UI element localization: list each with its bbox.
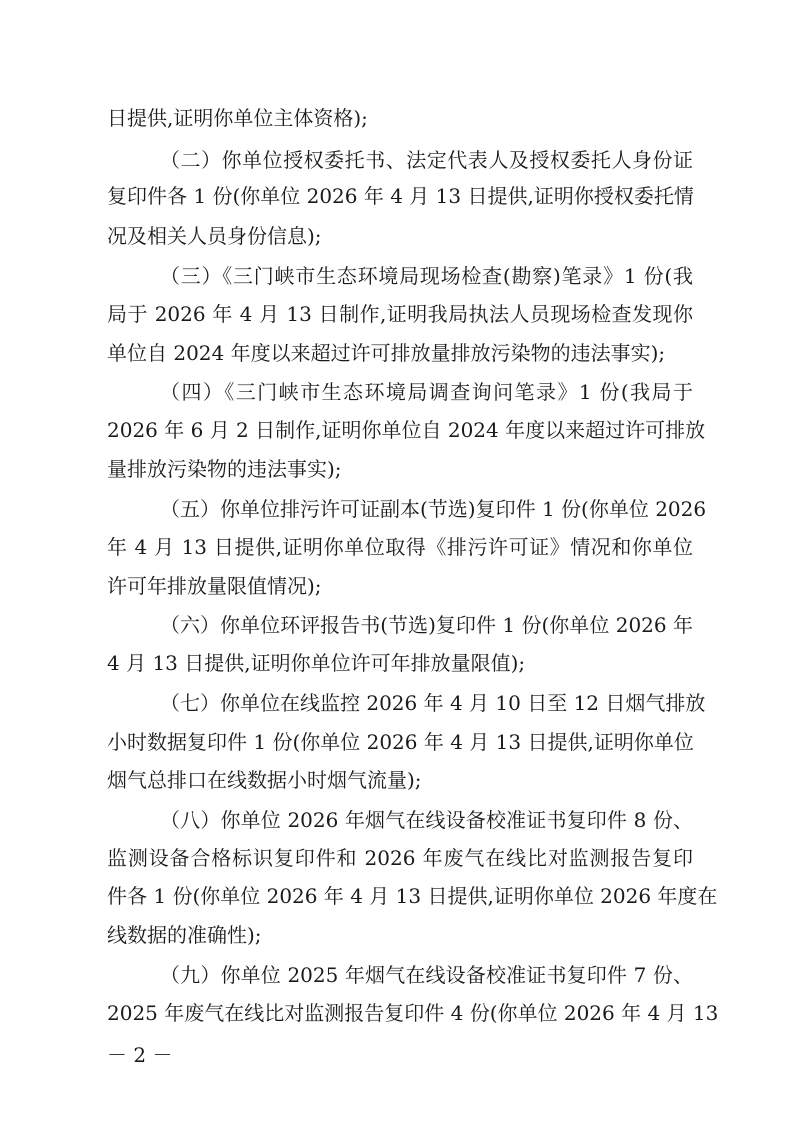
- text-line: 局于 2026 年 4 月 13 日制作,证明我局执法人员现场检查发现你: [107, 302, 693, 326]
- text-line: 年 4 月 13 日提供,证明你单位取得《排污许可证》情况和你单位: [107, 535, 693, 559]
- text-line: 4 月 13 日提供,证明你单位许可年排放量限值);: [107, 651, 526, 675]
- text-line: 量排放污染物的违法事实);: [107, 457, 342, 481]
- text-line: 况及相关人员身份信息);: [107, 224, 322, 248]
- text-line: （六）你单位环评报告书(节选)复印件 1 份(你单位 2026 年: [160, 613, 693, 637]
- text-line: 2026 年 6 月 2 日制作,证明你单位自 2024 年度以来超过许可排放: [107, 418, 706, 442]
- text-line: （三）《三门峡市生态环境局现场检查(勘察)笔录》1 份(我: [160, 264, 693, 288]
- text-line: 小时数据复印件 1 份(你单位 2026 年 4 月 13 日提供,证明你单位: [107, 730, 694, 754]
- text-line: 件各 1 份(你单位 2026 年 4 月 13 日提供,证明你单位 2026 年度在: [107, 884, 718, 908]
- text-line: 烟气总排口在线数据小时烟气流量);: [107, 768, 422, 792]
- text-line: （七）你单位在线监控 2026 年 4 月 10 日至 12 日烟气排放: [160, 691, 706, 715]
- text-line: 2025 年废气在线比对监测报告复印件 4 份(你单位 2026 年 4 月 13: [107, 1001, 719, 1025]
- text-line: 复印件各 1 份(你单位 2026 年 4 月 13 日提供,证明你授权委托情: [107, 184, 694, 208]
- text-line: 日提供,证明你单位主体资格);: [107, 106, 368, 130]
- text-line: 线数据的准确性);: [107, 923, 262, 947]
- text-line: （八）你单位 2026 年烟气在线设备校准证书复印件 8 份、: [160, 808, 693, 832]
- text-line: （五）你单位排污许可证副本(节选)复印件 1 份(你单位 2026: [160, 497, 707, 521]
- text-line: （九）你单位 2025 年烟气在线设备校准证书复印件 7 份、: [160, 963, 693, 987]
- text-line: （二）你单位授权委托书、法定代表人及授权委托人身份证: [160, 148, 693, 172]
- text-line: 监测设备合格标识复印件和 2026 年废气在线比对监测报告复印: [107, 846, 693, 870]
- text-line: 许可年排放量限值情况);: [107, 574, 322, 598]
- text-line: （四）《三门峡市生态环境局调查询问笔录》1 份(我局于: [160, 380, 693, 404]
- text-line: 单位自 2024 年度以来超过许可排放量排放污染物的违法事实);: [107, 341, 666, 365]
- page-number: － 2 －: [107, 1043, 173, 1067]
